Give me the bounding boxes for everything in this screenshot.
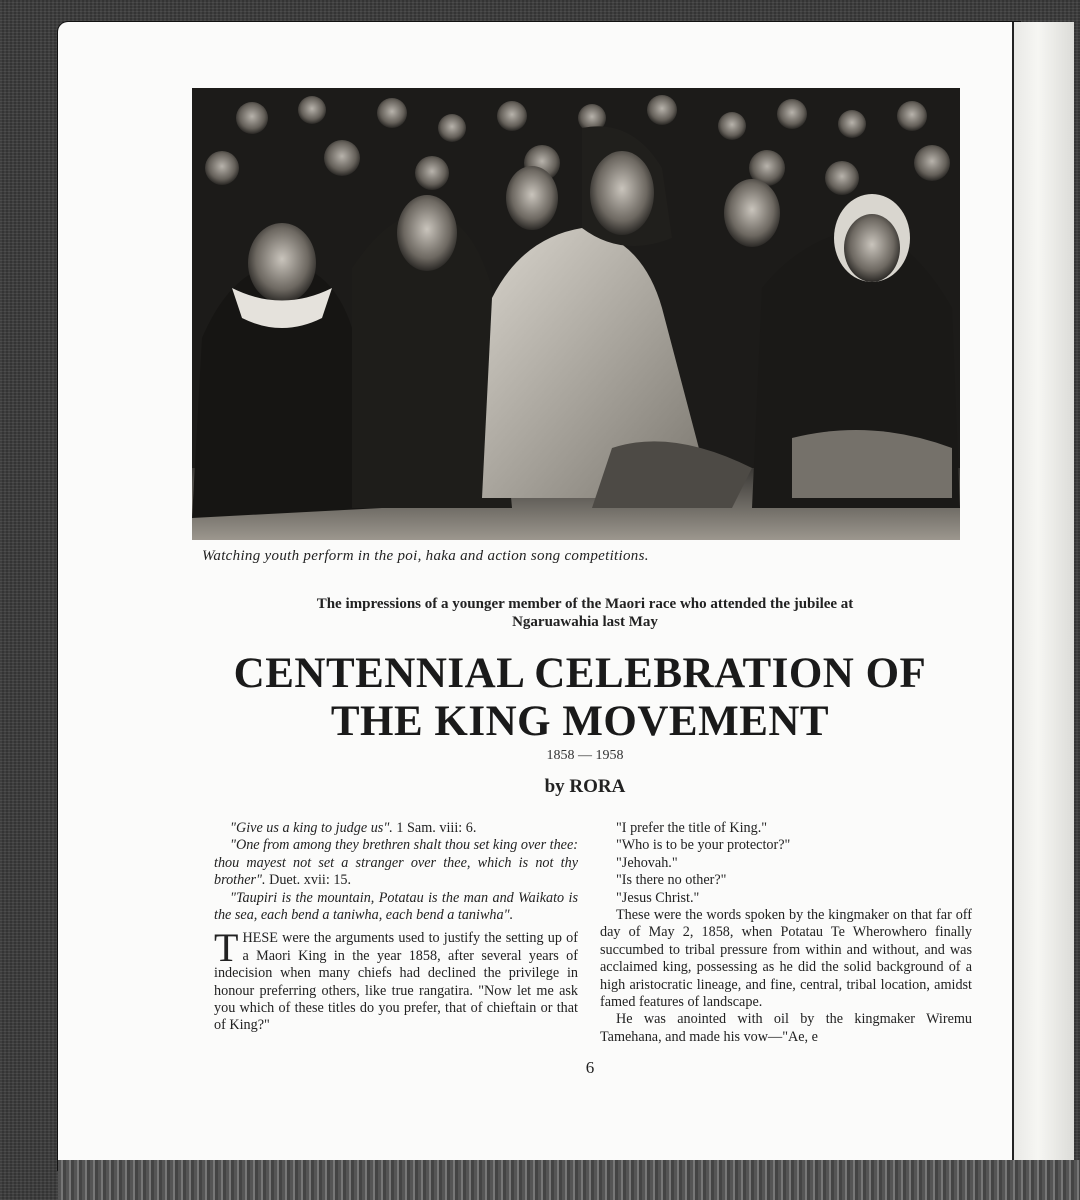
article-byline: by RORA <box>544 776 626 797</box>
epigraph-1-ref: 1 Sam. viii: 6. <box>396 820 477 836</box>
dialogue-line-3: "Jehovah." <box>616 854 678 871</box>
article-standfirst: The impressions of a younger member of the Maori race who attended the jubilee at Ngaruawahia last May <box>316 596 854 630</box>
epigraph-1-text: "Give us a king to judge us". <box>230 820 393 836</box>
article-title <box>160 650 1000 746</box>
adjacent-page-edge <box>1012 22 1074 1170</box>
right-column <box>600 820 972 1046</box>
epigraph-2-ref: Duet. xvii: 15. <box>269 872 352 889</box>
left-column <box>214 820 578 1035</box>
scan-bottom-edge <box>58 1160 1080 1200</box>
epigraph-2-text: "One from among they brethren shalt thou set king over thee: thou mayest not set a stranger over thee, which is not thy brother". <box>214 837 578 889</box>
article-dates: 1858 — 1958 <box>546 748 624 763</box>
body-paragraph-2: He was anointed with oil by the kingmaker Wiremu Tamehana, and made his vow—"Ae, e <box>600 1011 972 1045</box>
crowd-photo-illustration <box>192 88 960 540</box>
epigraph-2 <box>214 837 578 889</box>
body-paragraph-1: These were the words spoken by the kingmaker on that far off day of May 2, 1858, when Potatau Te Wherowhero finally succumbed to tribal pressure from within and without, and was acclaimed king, possessing as he did the solid background of a high aristocratic lineage, and fine, central, tribal location, amidst famed features of landscape. <box>600 907 972 1011</box>
title-line-2: THE KING MOVEMENT <box>330 698 830 745</box>
drop-cap: T <box>214 925 239 971</box>
dialogue-line-2: "Who is to be your protector?" <box>616 837 791 854</box>
title-line-1: CENTENNIAL CELEBRATION OF <box>233 650 927 697</box>
crowd-photograph <box>192 88 960 540</box>
epigraph-3: "Taupiri is the mountain, Potatau is the man and Waikato is the sea, each bend a taniwha, each bend a taniwha". <box>214 889 578 924</box>
drop-cap-rest: HESE <box>242 930 278 947</box>
photo-caption: Watching youth perform in the poi, haka and action song competitions. <box>202 548 649 564</box>
dialogue-line-5: "Jesus Christ." <box>616 889 700 906</box>
dialogue-line-4: "Is there no other?" <box>616 872 727 889</box>
page-number: 6 <box>585 1058 595 1077</box>
dialogue-line-1: "I prefer the title of King." <box>616 820 768 836</box>
opening-paragraph-text: were the arguments used to justify the setting up of a Maori King in the year 1858, after several years of indecision when many chiefs had declined the privilege in honour preferring others, like true rangatira. "Now let me ask you which of these titles do you prefer, that of chieftain or that of King?" <box>214 930 578 1034</box>
opening-paragraph <box>214 925 578 1034</box>
epigraph-1 <box>214 820 578 837</box>
